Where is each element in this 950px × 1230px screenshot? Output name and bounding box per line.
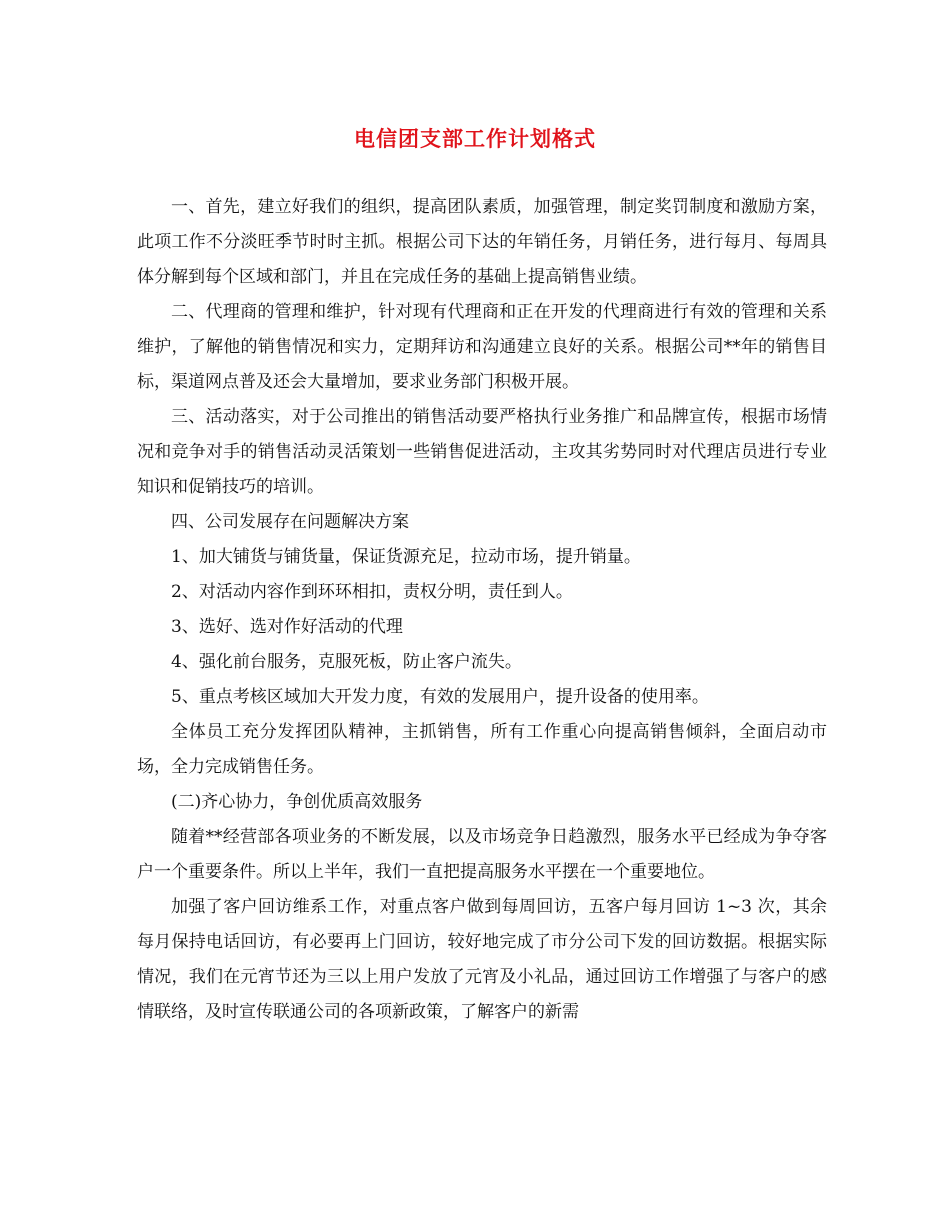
list-item-4: 4、强化前台服务，克服死板，防止客户流失。 [171,652,522,672]
paragraph-2: 二、代理商的管理和维护，针对现有代理商和正在开发的代理商进行有效的管理和关系维护，了解他的销售情况和实力，定期拜访和沟通建立良好的关系。根据公司**年的销售目标，渠道网点普及还会大量增加，要求业务部门积极开展。 [137,302,827,392]
paragraph-3: 三、活动落实，对于公司推出的销售活动要严格执行业务推广和品牌宣传，根据市场情况和竞争对手的销售活动灵活策划一些销售促进活动，主攻其劣势同时对代理店员进行专业知识和促销技巧的培训。 [137,407,827,497]
paragraph-summary: 全体员工充分发挥团队精神，主抓销售，所有工作重心向提高销售倾斜，全面启动市场，全力完成销售任务。 [137,722,827,777]
list-item-3: 3、选好、选对作好活动的代理 [171,617,403,637]
paragraph-service: 随着**经营部各项业务的不断发展，以及市场竞争日趋激烈，服务水平已经成为争夺客户一个重要条件。所以上半年，我们一直把提高服务水平摆在一个重要地位。 [137,827,827,882]
document-body [137,190,827,1030]
list-item-2: 2、对活动内容作到环环相扣，责权分明，责任到人。 [171,582,573,602]
list-item-1: 1、加大铺货与铺货量，保证货源充足，拉动市场，提升销量。 [171,547,641,567]
section-heading-4: 四、公司发展存在问题解决方案 [171,512,409,532]
document-title: 电信团支部工作计划格式 [354,126,596,151]
paragraph-customer-visits: 加强了客户回访维系工作，对重点客户做到每周回访，五客户每月回访 1~3 次，其余每月保持电话回访，有必要再上门回访，较好地完成了市分公司下发的回访数据。根据实际情况，我们在元宵节还为三以上用户发放了元宵及小礼品，通过回访工作增强了与客户的感情联络，及时宣传联通公司的各项新政策，了解客户的新需 [137,897,827,1022]
paragraph-1: 一、首先，建立好我们的组织，提高团队素质，加强管理，制定奖罚制度和激励方案，此项工作不分淡旺季节时时主抓。根据公司下达的年销任务，月销任务，进行每月、每周具体分解到每个区域和部门，并且在完成任务的基础上提高销售业绩。 [137,197,827,287]
list-item-5: 5、重点考核区域加大开发力度，有效的发展用户，提升设备的使用率。 [171,687,709,707]
section-heading-2: (二)齐心协力，争创优质高效服务 [171,792,423,812]
